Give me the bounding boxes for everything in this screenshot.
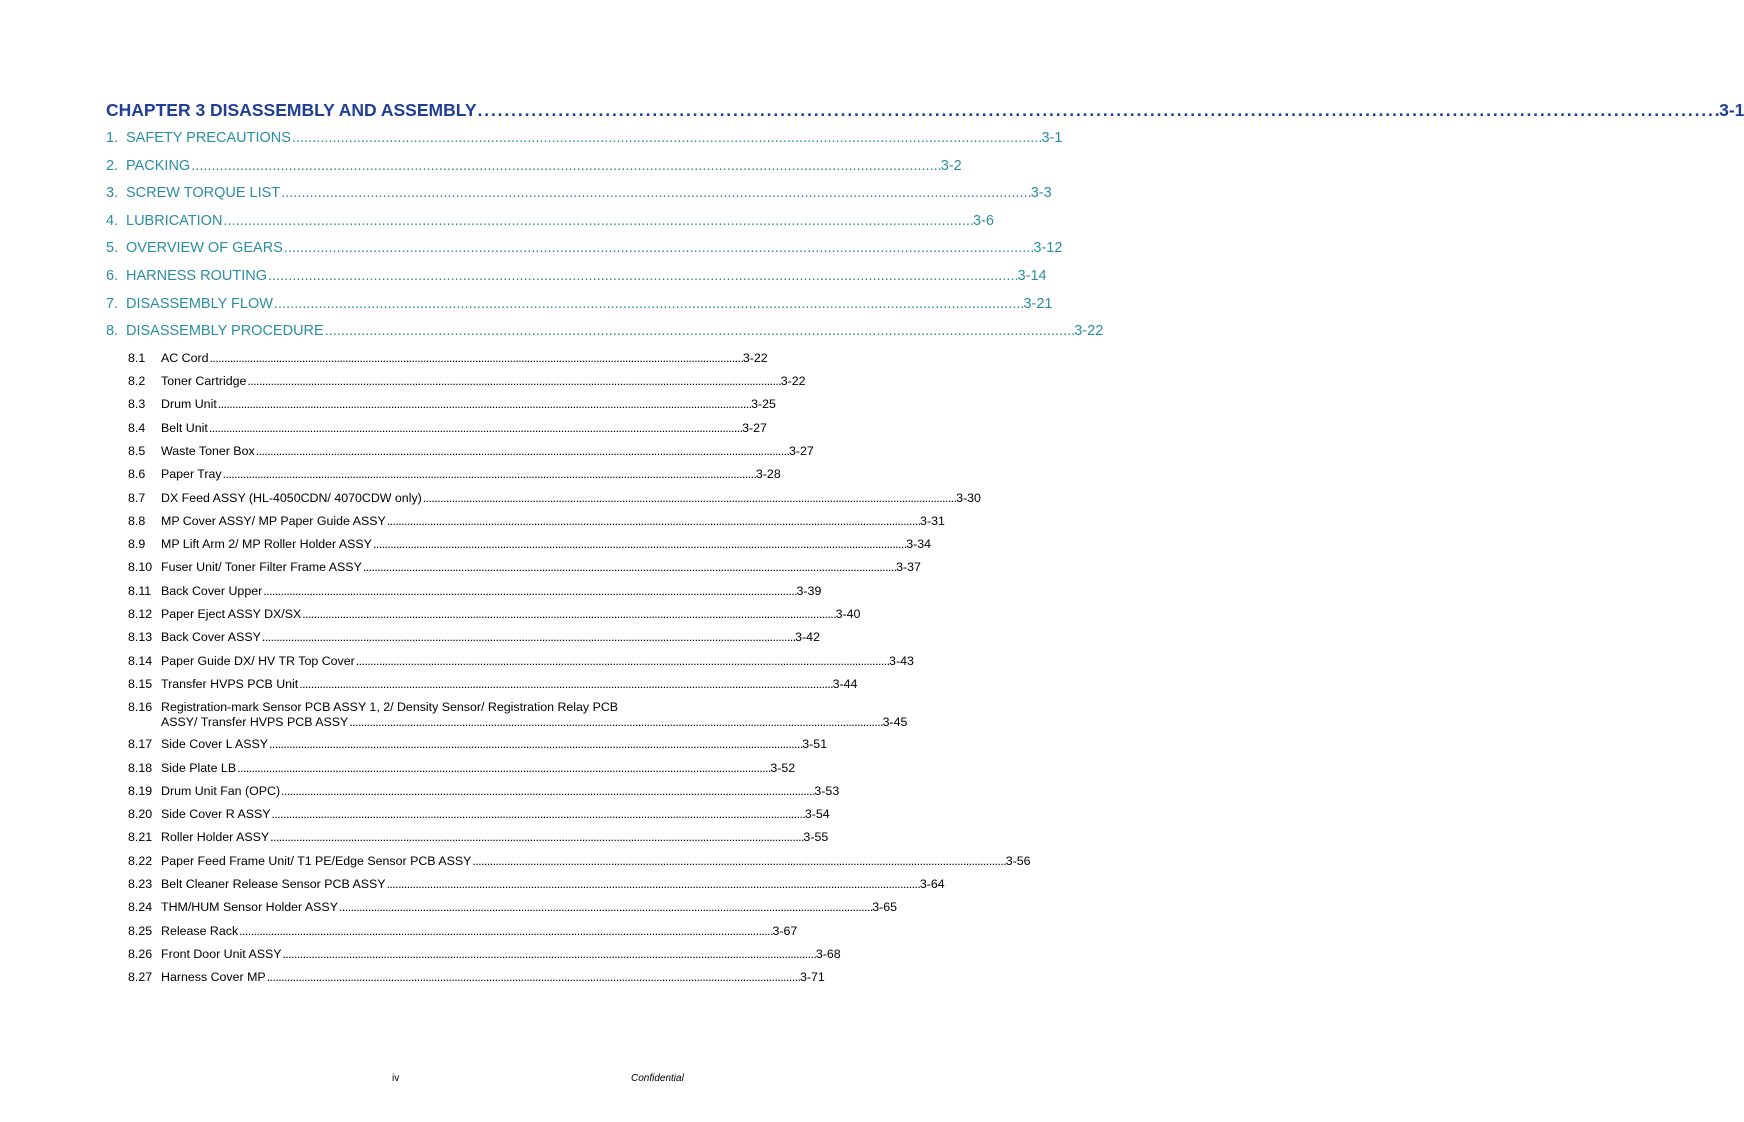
toc-subsection-text: Side Cover R ASSY	[161, 807, 271, 822]
toc-section-label	[106, 185, 280, 201]
toc-subsection-text: Paper Guide DX/ HV TR Top Cover	[161, 653, 355, 668]
dot-leader	[363, 560, 895, 574]
toc-subsection[interactable]	[106, 900, 898, 923]
toc-subsection-number: 8.27	[128, 970, 153, 985]
toc-section-label	[106, 240, 283, 256]
toc-subsection-label	[128, 761, 236, 775]
chapter-title: CHAPTER 3 DISASSEMBLY AND ASSEMBLY	[106, 100, 477, 120]
subsection-list	[106, 350, 981, 700]
dot-leader	[387, 877, 919, 891]
toc-section-number: 6.	[106, 267, 119, 284]
toc-section-label	[106, 130, 291, 146]
dot-leader	[191, 158, 940, 174]
toc-subsection-number: 8.26	[128, 946, 153, 961]
toc-subsection-label	[128, 467, 222, 481]
toc-subsection[interactable]	[106, 630, 820, 653]
toc-section-number: 3.	[106, 185, 119, 202]
subsection-page: 3-45	[882, 715, 908, 730]
toc-subsection-text: Toner Cartridge	[161, 374, 247, 389]
toc-subsection-label	[128, 374, 246, 388]
dot-leader	[423, 491, 955, 505]
toc-subsection-label	[128, 351, 209, 365]
toc-subsection-number: 8.24	[128, 900, 153, 915]
toc-subsection-label	[128, 947, 282, 961]
toc-subsection-number: 8.3	[128, 397, 146, 412]
toc-section-text: SCREW TORQUE LIST	[126, 185, 281, 202]
toc-section-label	[106, 323, 324, 339]
toc-subsection-text: Release Rack	[161, 923, 239, 938]
toc-section[interactable]	[106, 267, 1047, 296]
dot-leader	[209, 421, 741, 435]
toc-subsection-text: Belt Cleaner Release Sensor PCB ASSY	[161, 876, 386, 891]
toc-subsection-page: 3-27	[742, 420, 767, 435]
toc-subsection-page: 3-27	[788, 443, 814, 458]
toc-section-number: 5.	[106, 240, 119, 257]
toc-subsection-text: Side Cover L ASSY	[161, 737, 268, 752]
dot-leader	[268, 268, 1017, 284]
toc-subsection-page: 3-28	[755, 467, 781, 482]
toc-subsection-number: 8.10	[128, 560, 153, 575]
dot-leader	[478, 100, 1719, 121]
toc-subsection-number: 8.25	[128, 923, 153, 938]
toc-subsection-page: 3-64	[919, 876, 945, 891]
toc-subsection-text: Transfer HVPS PCB Unit	[161, 676, 299, 691]
footer-confidential: Confidential	[631, 1073, 684, 1084]
toc-subsection-page: 3-37	[896, 560, 921, 575]
toc-subsection-number: 8.19	[128, 783, 153, 798]
toc-section-page: 3-12	[1033, 240, 1063, 257]
toc-subsection-number: 8.11	[128, 583, 152, 598]
toc-section-page: 3-1	[1041, 130, 1063, 146]
toc-subsection-text: MP Lift Arm 2/ MP Roller Holder ASSY	[161, 537, 372, 552]
toc-subsection-label	[128, 807, 271, 821]
dot-leader	[349, 715, 881, 729]
toc-subsection[interactable]	[106, 397, 776, 420]
toc-subsection[interactable]	[106, 760, 796, 784]
toc-subsection[interactable]	[106, 923, 798, 947]
toc-section-text: OVERVIEW OF GEARS	[126, 240, 283, 257]
toc-subsection-number: 8.9	[128, 537, 146, 552]
toc-subsection-page: 3-44	[832, 676, 858, 691]
toc-section-number: 8.	[106, 323, 119, 340]
toc-subsection-text: Drum Unit Fan (OPC)	[161, 783, 281, 798]
dot-leader	[281, 784, 813, 798]
dot-leader	[270, 830, 802, 844]
toc-section-number: 4.	[106, 212, 119, 229]
toc-subsection-label	[128, 970, 266, 984]
toc-subsection-text: Paper Tray	[161, 467, 222, 482]
toc-subsection-number: 8.2	[128, 374, 146, 389]
toc-subsection-page: 3-31	[920, 513, 945, 528]
toc-subsection-text: MP Cover ASSY/ MP Paper Guide ASSY	[161, 513, 386, 528]
toc-subsection-number: 8.7	[128, 490, 146, 505]
toc-section-text: LUBRICATION	[126, 212, 223, 229]
toc-subsection-label	[128, 854, 471, 868]
toc-subsection[interactable]	[106, 830, 829, 853]
toc-subsection-page: 3-52	[770, 760, 796, 775]
dot-leader	[373, 537, 905, 551]
dot-leader	[302, 607, 834, 621]
toc-subsection[interactable]	[106, 783, 840, 807]
toc-section-page: 3-21	[1023, 295, 1053, 312]
toc-section-text: DISASSEMBLY PROCEDURE	[126, 323, 324, 340]
toc-section-text: DISASSEMBLY FLOW	[126, 295, 273, 312]
dot-leader	[247, 374, 779, 388]
toc-section-page: 3-3	[1030, 185, 1052, 202]
toc-subsection[interactable]	[106, 420, 767, 444]
dot-leader	[237, 761, 769, 775]
toc-subsection-page: 3-34	[906, 537, 932, 552]
toc-subsection-label	[128, 584, 262, 598]
toc-subsection-number: 8.15	[128, 676, 153, 691]
dot-leader	[218, 397, 750, 411]
toc-subsection-page: 3-56	[1005, 853, 1031, 868]
toc-subsection-text: Harness Cover MP	[161, 970, 266, 985]
toc-subsection[interactable]	[106, 876, 945, 900]
toc-subsection-number: 8.6	[128, 467, 146, 482]
toc-subsection-number: 8.13	[128, 630, 153, 645]
toc-subsection-number: 8.18	[128, 760, 153, 775]
subsection-list-continued	[106, 737, 1031, 993]
toc-subsection-text: Front Door Unit ASSY	[161, 946, 282, 961]
dot-leader	[292, 130, 1041, 146]
dot-leader	[387, 514, 919, 528]
toc-subsection-text: Fuser Unit/ Toner Filter Frame ASSY	[161, 560, 362, 575]
dot-leader	[239, 924, 771, 938]
toc-subsection-number: 8.12	[128, 607, 153, 622]
chapter-page: 3-1	[1719, 100, 1744, 120]
toc-subsection-text: Paper Eject ASSY DX/SX	[161, 607, 302, 622]
toc-subsection-page: 3-25	[751, 397, 776, 412]
toc-subsection[interactable]	[106, 374, 806, 397]
dot-leader	[223, 213, 972, 229]
toc-subsection-text: Drum Unit	[161, 397, 217, 412]
toc-subsection-page: 3-30	[956, 490, 981, 505]
toc-subsection-label	[128, 397, 217, 411]
toc-subsection-label	[128, 784, 280, 798]
toc-subsection-label	[128, 630, 261, 644]
toc-section[interactable]	[106, 240, 1063, 268]
subsection-label-line2: ASSY/ Transfer HVPS PCB ASSY	[161, 715, 349, 730]
toc-subsection-label	[128, 444, 255, 458]
toc-subsection-label	[128, 737, 268, 751]
toc-subsection-label	[128, 654, 355, 668]
dot-leader	[281, 185, 1030, 201]
subsection-label-line1: Registration-mark Sensor PCB ASSY 1, 2/ Density Sensor/ Registration Relay PCB	[161, 700, 619, 715]
toc-subsection[interactable]	[106, 970, 825, 993]
dot-leader	[263, 584, 795, 598]
toc-section-page: 3-22	[1074, 323, 1104, 340]
toc-section-number: 1.	[106, 130, 119, 146]
toc-section[interactable]	[106, 295, 1053, 324]
toc-subsection-number: 8.20	[128, 807, 153, 822]
dot-leader	[283, 947, 815, 961]
toc-subsection-text: Roller Holder ASSY	[161, 830, 270, 845]
toc-subsection-text: Back Cover Upper	[161, 583, 263, 598]
dot-leader	[274, 296, 1023, 312]
footer-page-number: iv	[392, 1073, 400, 1084]
toc-subsection[interactable]	[106, 583, 822, 607]
toc-section-text: PACKING	[126, 157, 191, 174]
toc-subsection-text: DX Feed ASSY (HL-4050CDN/ 4070CDW only)	[161, 490, 422, 505]
dot-leader	[272, 807, 804, 821]
dot-leader	[356, 654, 888, 668]
toc-subsection[interactable]	[106, 560, 921, 583]
toc-subsection-page: 3-22	[742, 350, 768, 365]
toc-subsection-page: 3-68	[815, 946, 841, 961]
toc-subsection-number: 8.21	[128, 830, 153, 845]
toc-subsection-number: 8.23	[128, 876, 153, 891]
toc-subsection-page: 3-39	[796, 583, 822, 598]
toc-subsection-page: 3-53	[814, 783, 840, 798]
toc-subsection[interactable]	[106, 607, 861, 630]
toc-subsection-page: 3-54	[804, 807, 830, 822]
toc-subsection-number: 8.14	[128, 653, 153, 668]
toc-subsection-page: 3-51	[802, 737, 828, 752]
toc-section[interactable]	[106, 212, 994, 241]
toc-section-page: 3-2	[940, 157, 962, 174]
dot-leader	[339, 900, 871, 914]
toc-subsection[interactable]	[106, 653, 914, 677]
toc-subsection-page: 3-55	[803, 830, 829, 845]
dot-leader	[269, 737, 801, 751]
toc-subsection[interactable]	[106, 676, 858, 700]
dot-leader	[267, 970, 799, 984]
toc-section-number: 7.	[106, 295, 119, 312]
toc-subsection[interactable]	[106, 853, 1031, 877]
toc-section-label	[106, 158, 190, 174]
toc-subsection-text: Waste Toner Box	[161, 443, 255, 458]
toc-subsection-label	[128, 607, 301, 621]
toc-subsection-text: Side Plate LB	[161, 760, 237, 775]
toc-subsection-page: 3-71	[799, 970, 825, 985]
toc-subsection[interactable]	[106, 737, 828, 760]
toc-subsection[interactable]	[106, 537, 932, 560]
toc-section-text: SAFETY PRECAUTIONS	[126, 130, 291, 146]
toc-subsection[interactable]	[106, 467, 781, 490]
dot-leader	[223, 467, 755, 481]
toc-section[interactable]	[106, 185, 1052, 213]
toc-subsection[interactable]	[106, 513, 945, 537]
toc-subsection-text: Paper Feed Frame Unit/ T1 PE/Edge Sensor PCB ASSY	[161, 853, 472, 868]
toc-subsection-label	[128, 677, 298, 691]
toc-subsection-label	[128, 491, 422, 505]
toc-subsection[interactable]	[106, 946, 841, 970]
table-of-contents	[106, 100, 1744, 993]
dot-leader	[210, 351, 742, 365]
section-list	[106, 130, 1104, 351]
toc-section-page: 3-14	[1017, 267, 1047, 284]
toc-subsection-page: 3-42	[795, 630, 820, 645]
toc-subsection-text: Back Cover ASSY	[161, 630, 261, 645]
toc-section-label	[106, 213, 222, 229]
toc-subsection-label	[128, 900, 338, 914]
toc-subsection-label	[128, 830, 269, 844]
dot-leader	[256, 444, 788, 458]
toc-subsection-label	[128, 514, 386, 528]
toc-subsection-number: 8.1	[128, 350, 146, 365]
toc-subsection-number: 8.8	[128, 513, 146, 528]
toc-section[interactable]	[106, 157, 962, 186]
dot-leader	[472, 854, 1004, 868]
toc-subsection-text: Belt Unit	[161, 420, 208, 435]
toc-subsection-page: 3-40	[835, 607, 861, 622]
toc-section-page: 3-6	[972, 212, 994, 229]
toc-section-number: 2.	[106, 157, 119, 174]
subsection-number: 8.16	[128, 700, 153, 715]
toc-subsection-page: 3-65	[872, 900, 898, 915]
toc-subsection[interactable]	[106, 443, 814, 467]
dot-leader	[299, 677, 831, 691]
toc-subsection-page: 3-22	[780, 374, 806, 389]
toc-subsection-label	[128, 560, 362, 574]
dot-leader	[262, 630, 794, 644]
toc-subsection-text: AC Cord	[161, 350, 209, 365]
toc-subsection-label	[128, 924, 238, 938]
toc-subsection-label	[128, 877, 386, 891]
toc-subsection-label	[128, 421, 208, 435]
toc-subsection-number: 8.5	[128, 443, 146, 458]
toc-section-label	[106, 296, 273, 312]
toc-section[interactable]	[106, 323, 1104, 351]
chapter-heading[interactable]	[106, 100, 1744, 130]
toc-subsection[interactable]	[106, 490, 981, 514]
dot-leader	[284, 240, 1033, 256]
toc-subsection-number: 8.17	[128, 737, 153, 752]
toc-subsection-wrapped[interactable]	[106, 700, 908, 737]
toc-subsection-page: 3-43	[889, 653, 914, 668]
toc-subsection-page: 3-67	[772, 923, 798, 938]
toc-subsection-text: THM/HUM Sensor Holder ASSY	[161, 900, 338, 915]
dot-leader	[325, 323, 1074, 339]
toc-section-label	[106, 268, 267, 284]
toc-subsection-number: 8.4	[128, 420, 146, 435]
toc-subsection-number: 8.22	[128, 853, 153, 868]
toc-subsection-label	[128, 537, 372, 551]
toc-subsection[interactable]	[106, 350, 768, 374]
toc-section-text: HARNESS ROUTING	[126, 267, 267, 284]
toc-section[interactable]	[106, 130, 1063, 158]
toc-subsection[interactable]	[106, 807, 830, 830]
